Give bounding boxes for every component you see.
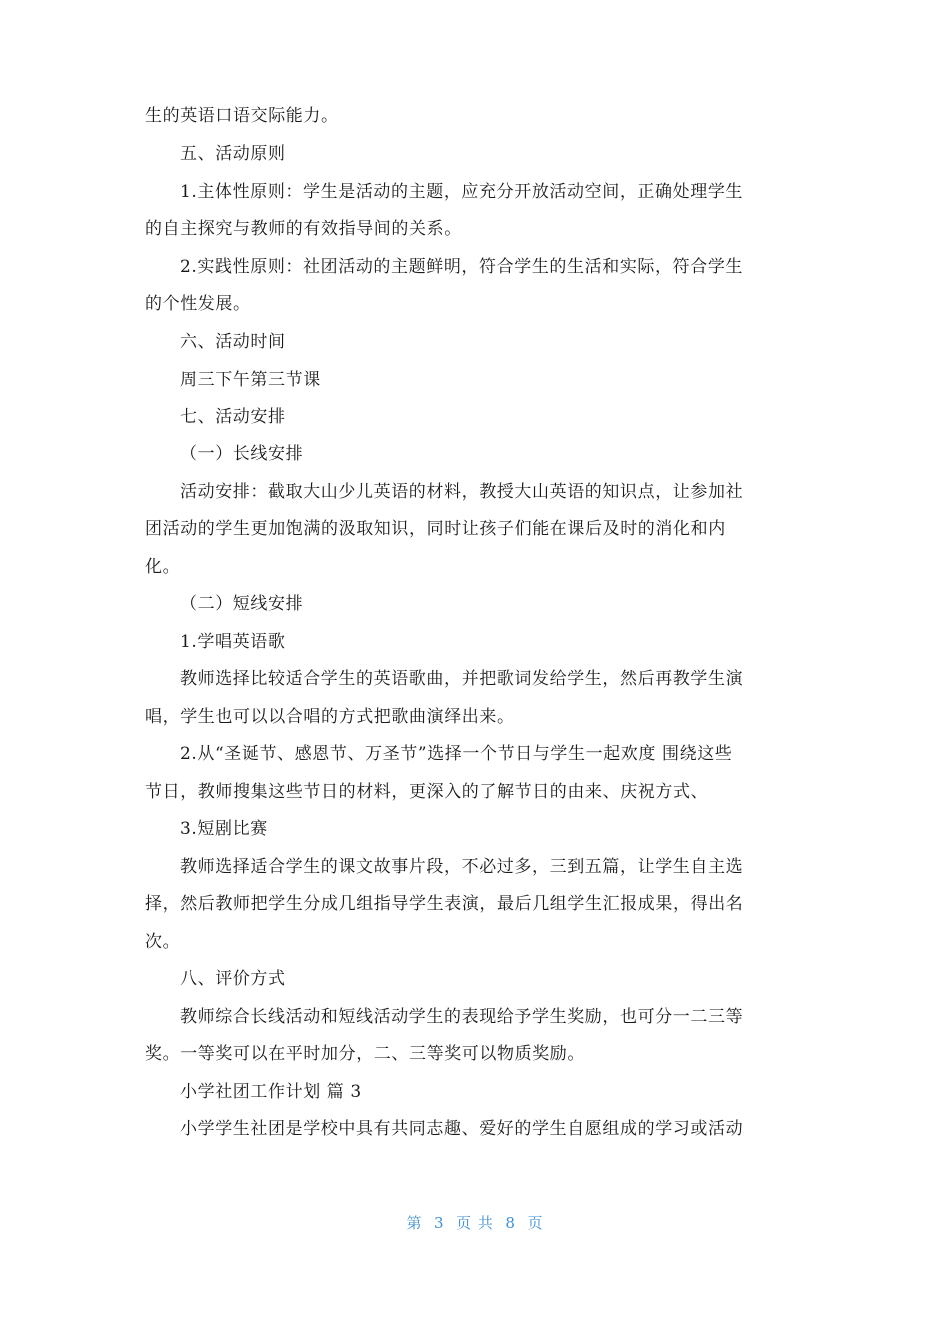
article-title: 小学社团工作计划 篇 3 xyxy=(180,1082,362,1102)
body-text-line: 的个性发展。 xyxy=(145,294,251,314)
body-text-line: 教师选择适合学生的课文故事片段，不必过多，三到五篇，让学生自主选 xyxy=(180,857,744,877)
body-text-line: 教师综合长线活动和短线活动学生的表现给予学生奖励，也可分一二三等 xyxy=(180,1007,744,1027)
body-text-line: 的自主探究与教师的有效指导间的关系。 xyxy=(145,219,462,239)
body-text-line: 生的英语口语交际能力。 xyxy=(145,106,339,126)
body-text-line: 团活动的学生更加饱满的汲取知识，同时让孩子们能在课后及时的消化和内 xyxy=(145,519,726,539)
body-text-line: 奖。一等奖可以在平时加分，二、三等奖可以物质奖励。 xyxy=(145,1044,585,1064)
body-text-line: 活动安排：截取大山少儿英语的材料，教授大山英语的知识点，让参加社 xyxy=(180,482,744,502)
subsection-heading: （二）短线安排 xyxy=(180,594,304,614)
body-text-line: 小学学生社团是学校中具有共同志趣、爱好的学生自愿组成的学习或活动 xyxy=(180,1119,744,1139)
section-heading: 八、评价方式 xyxy=(180,969,286,989)
body-text-line: 择，然后教师把学生分成几组指导学生表演，最后几组学生汇报成果，得出名 xyxy=(145,894,744,914)
body-text-line: 2.从“圣诞节、感恩节、万圣节”选择一个节日与学生一起欢度 围绕这些 xyxy=(180,744,733,764)
body-text-line: 次。 xyxy=(145,932,181,952)
body-text-line: 唱，学生也可以以合唱的方式把歌曲演绎出来。 xyxy=(145,707,515,727)
body-text-line: 教师选择比较适合学生的英语歌曲，并把歌词发给学生，然后再教学生演 xyxy=(180,669,744,689)
body-text-line: 1.主体性原则：学生是活动的主题，应充分开放活动空间，正确处理学生 xyxy=(180,182,744,202)
list-item-heading: 3.短剧比赛 xyxy=(180,819,268,839)
section-heading: 六、活动时间 xyxy=(180,332,286,352)
list-item-heading: 1.学唱英语歌 xyxy=(180,632,286,652)
page-number-footer: 第 3 页 共 8 页 xyxy=(406,1214,544,1232)
body-text-line: 2.实践性原则：社团活动的主题鲜明，符合学生的生活和实际，符合学生 xyxy=(180,257,744,277)
body-text-line: 节日，教师搜集这些节日的材料，更深入的了解节日的由来、庆祝方式、 xyxy=(145,782,709,802)
section-heading: 五、活动原则 xyxy=(180,144,286,164)
section-heading: 七、活动安排 xyxy=(180,407,286,427)
body-text-line: 周三下午第三节课 xyxy=(180,370,321,390)
subsection-heading: （一）长线安排 xyxy=(180,444,304,464)
body-text-line: 化。 xyxy=(145,557,181,577)
